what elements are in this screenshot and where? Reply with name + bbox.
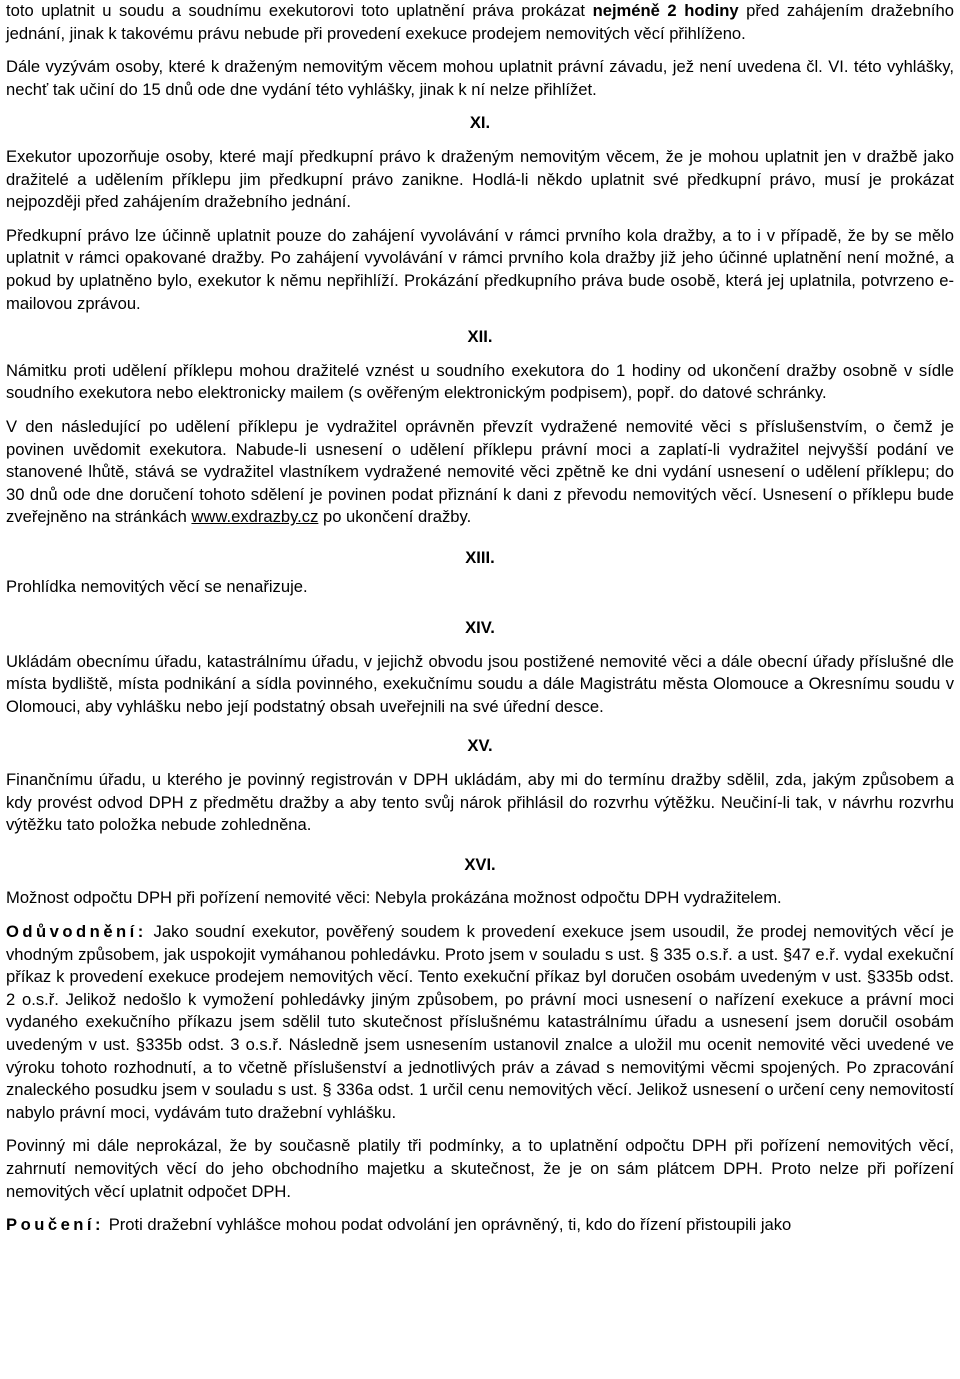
- paragraph-preemption-rights: Exekutor upozorňuje osoby, které mají předkupní právo k draženým nemovitým věcem, že je mohou uplatnit jen v dražbě jako dražitelé a udělením příklepu jim předkupní právo zanikne. Hodlá-li někdo uplatnit své předkupní právo, musí je prokázat nejpozději před zahájením dražebního jednání.: [6, 146, 954, 212]
- section-heading-xi: XI.: [469, 113, 491, 133]
- paragraph-objection: Námitku proti udělení příklepu mohou dražitelé vznést u soudního exekutora do 1 hodiny od ukončení dražby osobně v sídle soudního exekutora nebo elektronicky mailem (s ověřeným elektronickým podpisem), popř. do datové schránky.: [6, 360, 954, 403]
- section-heading-xiii: XIII.: [465, 547, 495, 567]
- paragraph-legal-defects: Dále vyzývám osoby, které k draženým nemovitým věcem mohou uplatnit právní závadu, jež není uvedena čl. VI. této vyhlášky, nechť tak učiní do 15 dnů ode dne vydání této vyhlášky, jinak k ní nelze přihlížet.: [6, 57, 954, 99]
- justification-label: Odůvodnění:: [6, 922, 147, 941]
- exdrazby-link[interactable]: www.exdrazby.cz: [191, 507, 319, 527]
- instruction-label: Poučení:: [6, 1215, 105, 1235]
- paragraph-publication-order: Ukládám obecnímu úřadu, katastrálnímu úřadu, v jejichž obvodu jsou postižené nemovité věci a dále obecní úřady příslušné dle místa bydliště, místa podnikání a sídla povinného, exekučnímu soudu a dále Magistrátu města Olomouce a Okresnímu soudu v Olomouci, aby vyhlášku nebo její podstatný obsah uveřejnili na své úřední desce.: [6, 651, 954, 716]
- paragraph-vat-deduction: Možnost odpočtu DPH při pořízení nemovité věci: Nebyla prokázána možnost odpočtu DPH vydražitelem.: [6, 888, 782, 908]
- paragraph-justification: Odůvodnění: Jako soudní exekutor, pověřený soudem k provedení exekuce jsem usoudil, že prodej nemovitých věcí je vhodným způsobem, jak uspokojit vymáhanou pohledávku. Proto jsem v souladu s ust. § 335 o.s.ř. a ust. §47 e.ř. vydal exekuční příkaz k provedení exekuce prodejem nemovitých věcí. Tento exekuční příkaz byl doručen osobám uvedeným v ust. §335b odst. 2 o.s.ř. Jelikož nedošlo k vymožení pohledávky jiným způsobem, po právní moci usnesení o nařízení exekuce a právní moci vydaného exekučního příkazu jsem sdělil tuto skutečnost příslušnému katastrálnímu úřadu a usnesení jsem doručil osobám uvedeným v ust. §335b odst. 3 o.s.ř. Následně jsem usnesením ustanovil znalce a uložil mu ocenit nemovité věci uvedené ve výroku tohoto rozhodnutí, a to včetně příslušenství a jednotlivých práv a závad s nemovitými věcmi spojených. Po zpracování znaleckého posudku jsem v souladu s ust. § 336a odst. 1 určil cenu nemovitých věcí. Jelikož usnesení o určení ceny nemovitostí nabylo právní moci, vydávám tuto dražební vyhlášku.: [6, 922, 954, 1122]
- deadline-emphasis: nejméně 2 hodiny: [592, 1, 739, 20]
- paragraph-inspection: Prohlídka nemovitých věcí se nenařizuje.: [6, 577, 308, 597]
- section-heading-xii: XII.: [467, 327, 493, 347]
- paragraph-vat-conditions: Povinný mi dále neprokázal, že by současně platily tři podmínky, a to uplatnění odpočtu DPH při pořízení nemovitých věcí, zahrnutí nemovitých věcí do jeho obchodního majetku a skutečnost, že je on sám plátcem DPH. Proto nelze při pořízení nemovitých věcí uplatnit odpočet DPH.: [6, 1136, 954, 1201]
- section-heading-xv: XV.: [467, 736, 493, 756]
- section-heading-xvi: XVI.: [464, 854, 496, 874]
- section-heading-xiv: XIV.: [465, 618, 495, 638]
- paragraph-instruction: Poučení: Proti dražební vyhlášce mohou podat odvolání jen oprávněný, ti, kdo do řízení přistoupili jako: [6, 1215, 792, 1235]
- paragraph-handover: V den následující po udělení příklepu je vydražitel oprávněn převzít vydražené nemovité věci s příslušenstvím, o čemž je povinen uvědomit exekutora. Nabude-li usnesení o udělení příklepu právní moci a zaplatí-li vydražitel nejvyšší podání ve stanovené lhůtě, stává se vydražitel vlastníkem vydražené nemovité věci zpětně ke dni vydání usnesení o udělení příklepu; do 30 dnů ode dne doručení tohoto sdělení je povinen podat přiznání k dani z převodu nemovitých věcí. Usnesení o příklepu bude zveřejněno na stránkách www.exdrazby.cz po ukončení dražby.: [6, 416, 954, 527]
- paragraph-preemption-timing: Předkupní právo lze účinně uplatnit pouze do zahájení vyvolávání v rámci prvního kola dražby, a to i v případě, že by se mělo uplatnit v rámci opakované dražby. Po zahájení vyvolávání v rámci prvního kola dražby již jeho účinné uplatnění není možné, a pokud by uplatněno bylo, exekutor k němu nepřihlíží. Prokázání předkupního práva bude osobě, která jej uplatnila, potvrzeno e-mailovou zprávou.: [6, 225, 954, 313]
- paragraph-preemption-deadline: toto uplatnit u soudu a soudnímu exekutorovi toto uplatnění práva prokázat nejméně 2 hodiny před zahájením dražebního jednání, jinak k takovému právu nebude při provedení exekuce prodejem nemovitých věcí přihlíženo.: [6, 1, 955, 43]
- paragraph-tax-office: Finančnímu úřadu, u kterého je povinný registrován v DPH ukládám, aby mi do termínu dražby sdělil, zda, jakým způsobem a kdy provést odvod DPH z předmětu dražby a aby tento svůj nárok přihlásil do rozvrhu výtěžku. Neučiní-li tak, v návrhu rozvrhu výtěžku tato položka nebude zohledněna.: [6, 770, 954, 835]
